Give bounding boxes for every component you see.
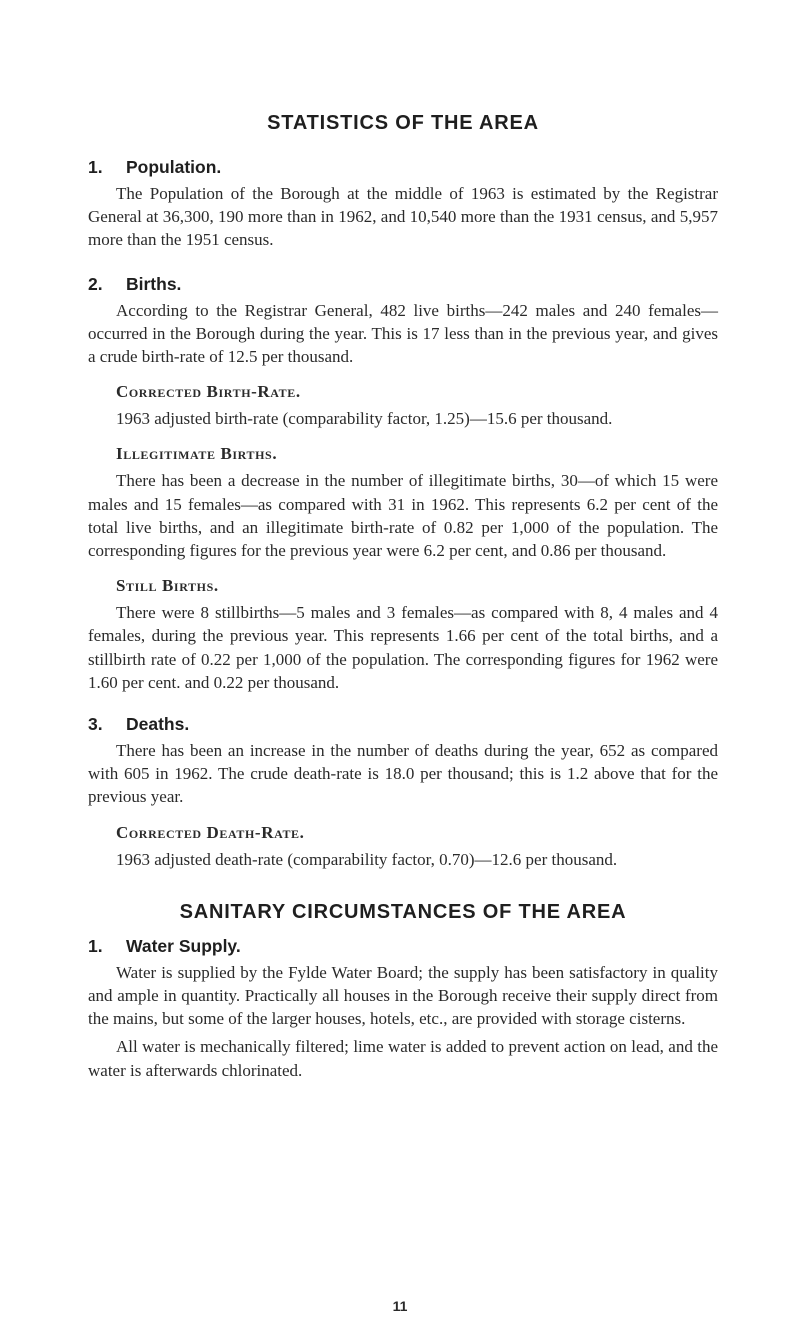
section-title: Water Supply. <box>126 935 241 956</box>
still-births-paragraph: There were 8 stillbirths—5 males and 3 females—as compared with 8, 4 males and 4 females, during the previous year. This represents 1.66 per cent of the total births, and a stillbirth rate of 0.22 per 1,000 of the population. The corresponding figures for 1962 were 1.60 per cent. and 0.22 per thousand. <box>88 603 718 692</box>
births-paragraph: According to the Registrar General, 482 live births—242 males and 240 females—occurred in the Borough during the year. This is 17 less than in the previous year, and gives a crude birth-rate of 12.5 per thousand. <box>88 300 718 367</box>
section-title: Deaths. <box>126 714 190 735</box>
section-title: Population. <box>126 157 222 177</box>
population-paragraph: The Population of the Borough at the middle of 1963 is estimated by the Registrar General at 36,300, 190 more than in 1962, and 10,540 more than the 1931 census, and 5,957 more than the 1951 census. <box>88 184 718 250</box>
section-population-heading <box>88 157 718 178</box>
section-deaths-heading <box>88 714 718 735</box>
section-number: 1. <box>88 157 103 177</box>
water-paragraph-1: Water is supplied by the Fylde Water Board; the supply has been satisfactory in quality and ample in quantity. Practically all houses in the Borough receive their supply direct from the mains, but some of the larger houses, hotels, etc., are provided with storage cisterns. <box>88 962 718 1029</box>
corrected-birth-rate-paragraph: 1963 adjusted birth-rate (comparability factor, 1.25)—15.6 per thousand. <box>116 409 613 429</box>
section-number: 1. <box>88 935 103 956</box>
section-number: 2. <box>88 273 103 294</box>
deaths-paragraph: There has been an increase in the number of deaths during the year, 652 as compared with 605 in 1962. The crude death-rate is 18.0 per thousand; this is 1.2 above that for the previous year. <box>88 741 718 807</box>
section-number: 3. <box>88 714 103 735</box>
section-births-heading <box>88 274 718 295</box>
illegitimate-births-heading: Illegitimate Births. <box>116 444 278 464</box>
corrected-birth-rate-heading: Corrected Birth-Rate. <box>116 382 301 402</box>
section-water-heading <box>88 936 718 957</box>
water-paragraph-2: All water is mechanically filtered; lime water is added to prevent action on lead, and the water is afterwards chlorinated. <box>88 1037 718 1080</box>
heading-sanitary: SANITARY CIRCUMSTANCES OF THE AREA <box>179 900 627 923</box>
section-title: Births. <box>126 273 182 294</box>
corrected-death-rate-paragraph: 1963 adjusted death-rate (comparability factor, 0.70)—12.6 per thousand. <box>116 849 618 869</box>
illegitimate-births-paragraph: There has been a decrease in the number of illegitimate births, 30—of which 15 were males and 15 females—as compared with 31 in 1962. This represents 6.2 per cent of the total live births, and an illegitimate birth-rate of 0.82 per 1,000 of the population. The corresponding figures for the previous year were 6.2 per cent, and 0.86 per thousand. <box>88 471 718 561</box>
heading-statistics: STATISTICS OF THE AREA <box>267 112 539 134</box>
page-content <box>88 112 718 1082</box>
still-births-heading: Still Births. <box>116 576 219 596</box>
corrected-death-rate-heading: Corrected Death-Rate. <box>116 822 305 842</box>
page-number: 11 <box>392 1298 408 1314</box>
